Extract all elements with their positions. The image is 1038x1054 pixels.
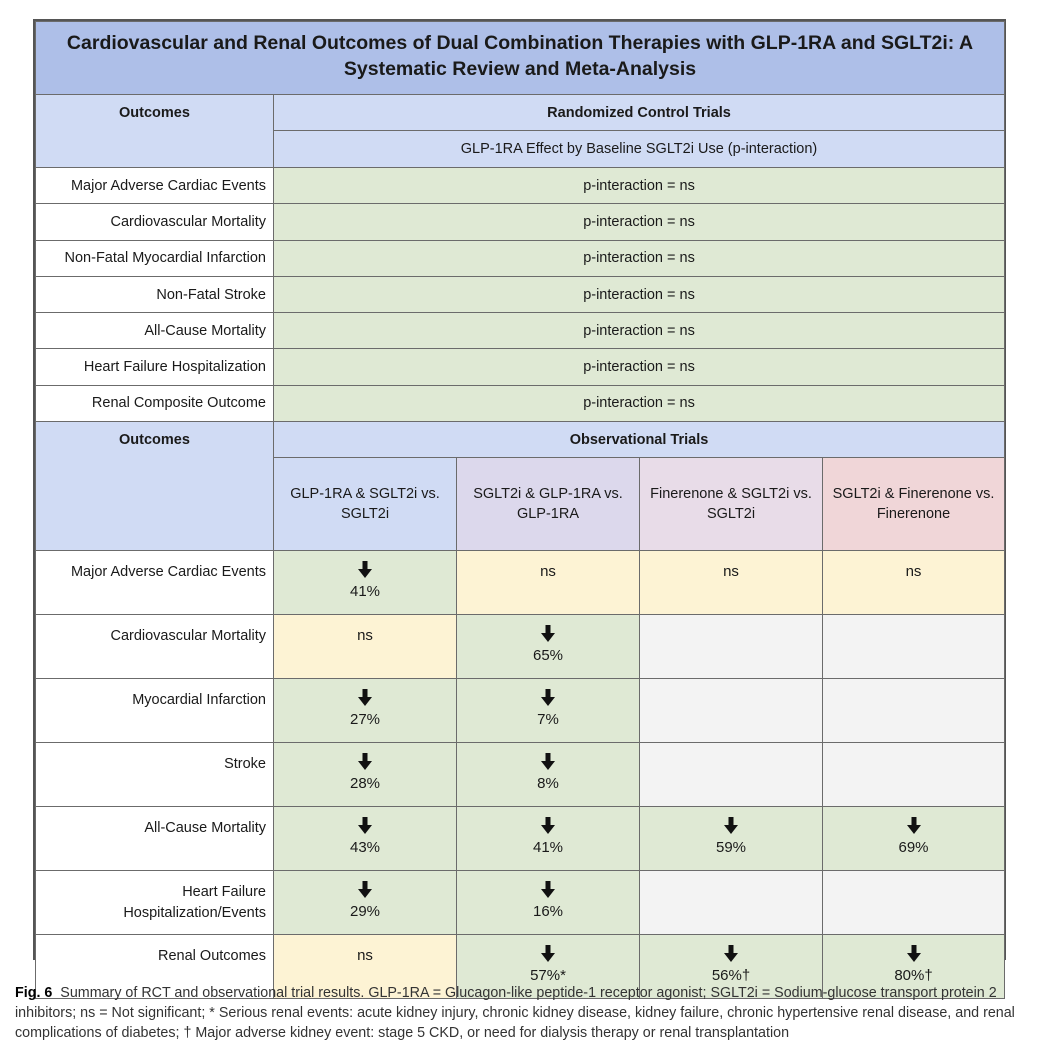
reduction-value: 29% — [349, 903, 381, 921]
rct-pinteraction-value: p-interaction = ns — [274, 168, 1005, 204]
obs-row — [36, 871, 1005, 935]
reduction-value: 27% — [349, 711, 381, 729]
obs-column-header: GLP-1RA & SGLT2i vs. SGLT2i — [274, 458, 457, 551]
rct-outcome-label: Renal Composite Outcome — [36, 385, 274, 421]
down-arrow-icon — [541, 625, 555, 643]
obs-section-header: Observational Trials — [274, 422, 1005, 458]
reduction-value: 43% — [349, 839, 381, 857]
obs-result-cell — [457, 679, 640, 743]
obs-row — [36, 551, 1005, 615]
reduction-value: 57%* — [530, 967, 566, 985]
down-arrow-icon — [541, 945, 555, 963]
down-arrow-icon — [541, 881, 555, 899]
down-arrow-icon — [358, 753, 372, 771]
rct-row — [36, 204, 1005, 240]
obs-result-cell — [640, 551, 823, 615]
obs-result-cell — [274, 743, 457, 807]
obs-result-cell — [823, 679, 1005, 743]
obs-result-cell — [274, 551, 457, 615]
down-arrow-icon — [358, 881, 372, 899]
down-arrow-icon — [358, 561, 372, 579]
caption-text: Summary of RCT and observational trial results. GLP-1RA = Glucagon-like peptide-1 receptor agonist; SGLT2i = Sodium-glucose transport protein 2 inhibitors; ns = Not significant; * Serious renal events: acute kidney injury, chronic kidney disease, kidney failure, chronic hypertensive renal disease, and renal complications of diabetes; † Major adverse kidney event: stage 5 CKD, or need for dialysis therapy or renal transplantation — [15, 985, 1015, 1041]
down-arrow-icon — [907, 817, 921, 835]
obs-row — [36, 615, 1005, 679]
reduction-value: 41% — [349, 583, 381, 601]
obs-outcome-label: Heart Failure Hospitalization/Events — [36, 871, 274, 935]
ns-value: ns — [540, 563, 556, 581]
rct-pinteraction-value: p-interaction = ns — [274, 240, 1005, 276]
obs-row — [36, 679, 1005, 743]
obs-result-cell — [823, 743, 1005, 807]
caption-label: Fig. 6 — [15, 985, 53, 1001]
rct-outcomes-header: Outcomes — [36, 95, 274, 168]
outcomes-table — [35, 21, 1005, 999]
rct-outcome-label: Heart Failure Hospitalization — [36, 349, 274, 385]
obs-outcome-label: Renal Outcomes — [36, 935, 274, 999]
rct-row — [36, 168, 1005, 204]
rct-pinteraction-value: p-interaction = ns — [274, 313, 1005, 349]
down-arrow-icon — [358, 689, 372, 707]
obs-result-cell — [457, 615, 640, 679]
reduction-value: 80%† — [894, 967, 933, 985]
obs-outcome-label: All-Cause Mortality — [36, 807, 274, 871]
obs-row — [36, 743, 1005, 807]
down-arrow-icon — [724, 817, 738, 835]
rct-pinteraction-value: p-interaction = ns — [274, 204, 1005, 240]
obs-result-cell — [640, 679, 823, 743]
obs-result-cell — [274, 807, 457, 871]
obs-result-cell — [274, 615, 457, 679]
reduction-value: 41% — [532, 839, 564, 857]
down-arrow-icon — [541, 753, 555, 771]
rct-row — [36, 385, 1005, 421]
down-arrow-icon — [358, 817, 372, 835]
obs-result-cell — [823, 551, 1005, 615]
obs-outcome-label: Myocardial Infarction — [36, 679, 274, 743]
rct-subheader: GLP-1RA Effect by Baseline SGLT2i Use (p-interaction) — [274, 131, 1005, 168]
rct-row — [36, 240, 1005, 276]
rct-outcome-label: Non-Fatal Myocardial Infarction — [36, 240, 274, 276]
obs-column-header: SGLT2i & GLP-1RA vs. GLP-1RA — [457, 458, 640, 551]
down-arrow-icon — [541, 817, 555, 835]
obs-result-cell — [457, 807, 640, 871]
obs-result-cell — [640, 743, 823, 807]
obs-result-cell — [457, 551, 640, 615]
ns-value: ns — [357, 627, 373, 645]
obs-result-cell — [640, 871, 823, 935]
summary-figure — [33, 19, 1006, 985]
rct-pinteraction-value: p-interaction = ns — [274, 385, 1005, 421]
obs-column-header: Finerenone & SGLT2i vs. SGLT2i — [640, 458, 823, 551]
rct-pinteraction-value: p-interaction = ns — [274, 349, 1005, 385]
down-arrow-icon — [541, 689, 555, 707]
rct-section-header: Randomized Control Trials — [274, 95, 1005, 131]
rct-pinteraction-value: p-interaction = ns — [274, 276, 1005, 312]
obs-header-row — [36, 422, 1005, 458]
reduction-value: 56%† — [711, 967, 751, 985]
rct-outcome-label: Major Adverse Cardiac Events — [36, 168, 274, 204]
figure-title: Cardiovascular and Renal Outcomes of Dual Combination Therapies with GLP-1RA and SGLT2i: A Systematic Review and Meta-Analysis — [36, 22, 1005, 95]
obs-result-cell — [274, 871, 457, 935]
obs-outcome-label: Stroke — [36, 743, 274, 807]
reduction-value: 65% — [532, 647, 564, 665]
obs-result-cell — [640, 615, 823, 679]
rct-outcome-label: Cardiovascular Mortality — [36, 204, 274, 240]
down-arrow-icon — [907, 945, 921, 963]
reduction-value: 16% — [532, 903, 564, 921]
obs-outcomes-header: Outcomes — [36, 422, 274, 551]
obs-result-cell — [823, 615, 1005, 679]
ns-value: ns — [357, 947, 373, 965]
rct-row — [36, 349, 1005, 385]
obs-result-cell — [640, 807, 823, 871]
obs-result-cell — [457, 743, 640, 807]
rct-row — [36, 313, 1005, 349]
ns-value: ns — [905, 563, 922, 581]
obs-result-cell — [274, 679, 457, 743]
rct-row — [36, 276, 1005, 312]
obs-result-cell — [823, 871, 1005, 935]
obs-outcome-label: Cardiovascular Mortality — [36, 615, 274, 679]
reduction-value: 59% — [715, 839, 747, 857]
ns-value: ns — [723, 563, 739, 581]
reduction-value: 8% — [537, 775, 559, 793]
reduction-value: 28% — [349, 775, 381, 793]
obs-column-header: SGLT2i & Finerenone vs. Finerenone — [823, 458, 1005, 551]
figure-caption — [15, 983, 1027, 1043]
obs-result-cell — [823, 807, 1005, 871]
rct-outcome-label: All-Cause Mortality — [36, 313, 274, 349]
obs-result-cell — [457, 871, 640, 935]
rct-outcome-label: Non-Fatal Stroke — [36, 276, 274, 312]
reduction-value: 69% — [898, 839, 929, 857]
down-arrow-icon — [724, 945, 738, 963]
obs-outcome-label: Major Adverse Cardiac Events — [36, 551, 274, 615]
reduction-value: 7% — [537, 711, 559, 729]
obs-row — [36, 807, 1005, 871]
